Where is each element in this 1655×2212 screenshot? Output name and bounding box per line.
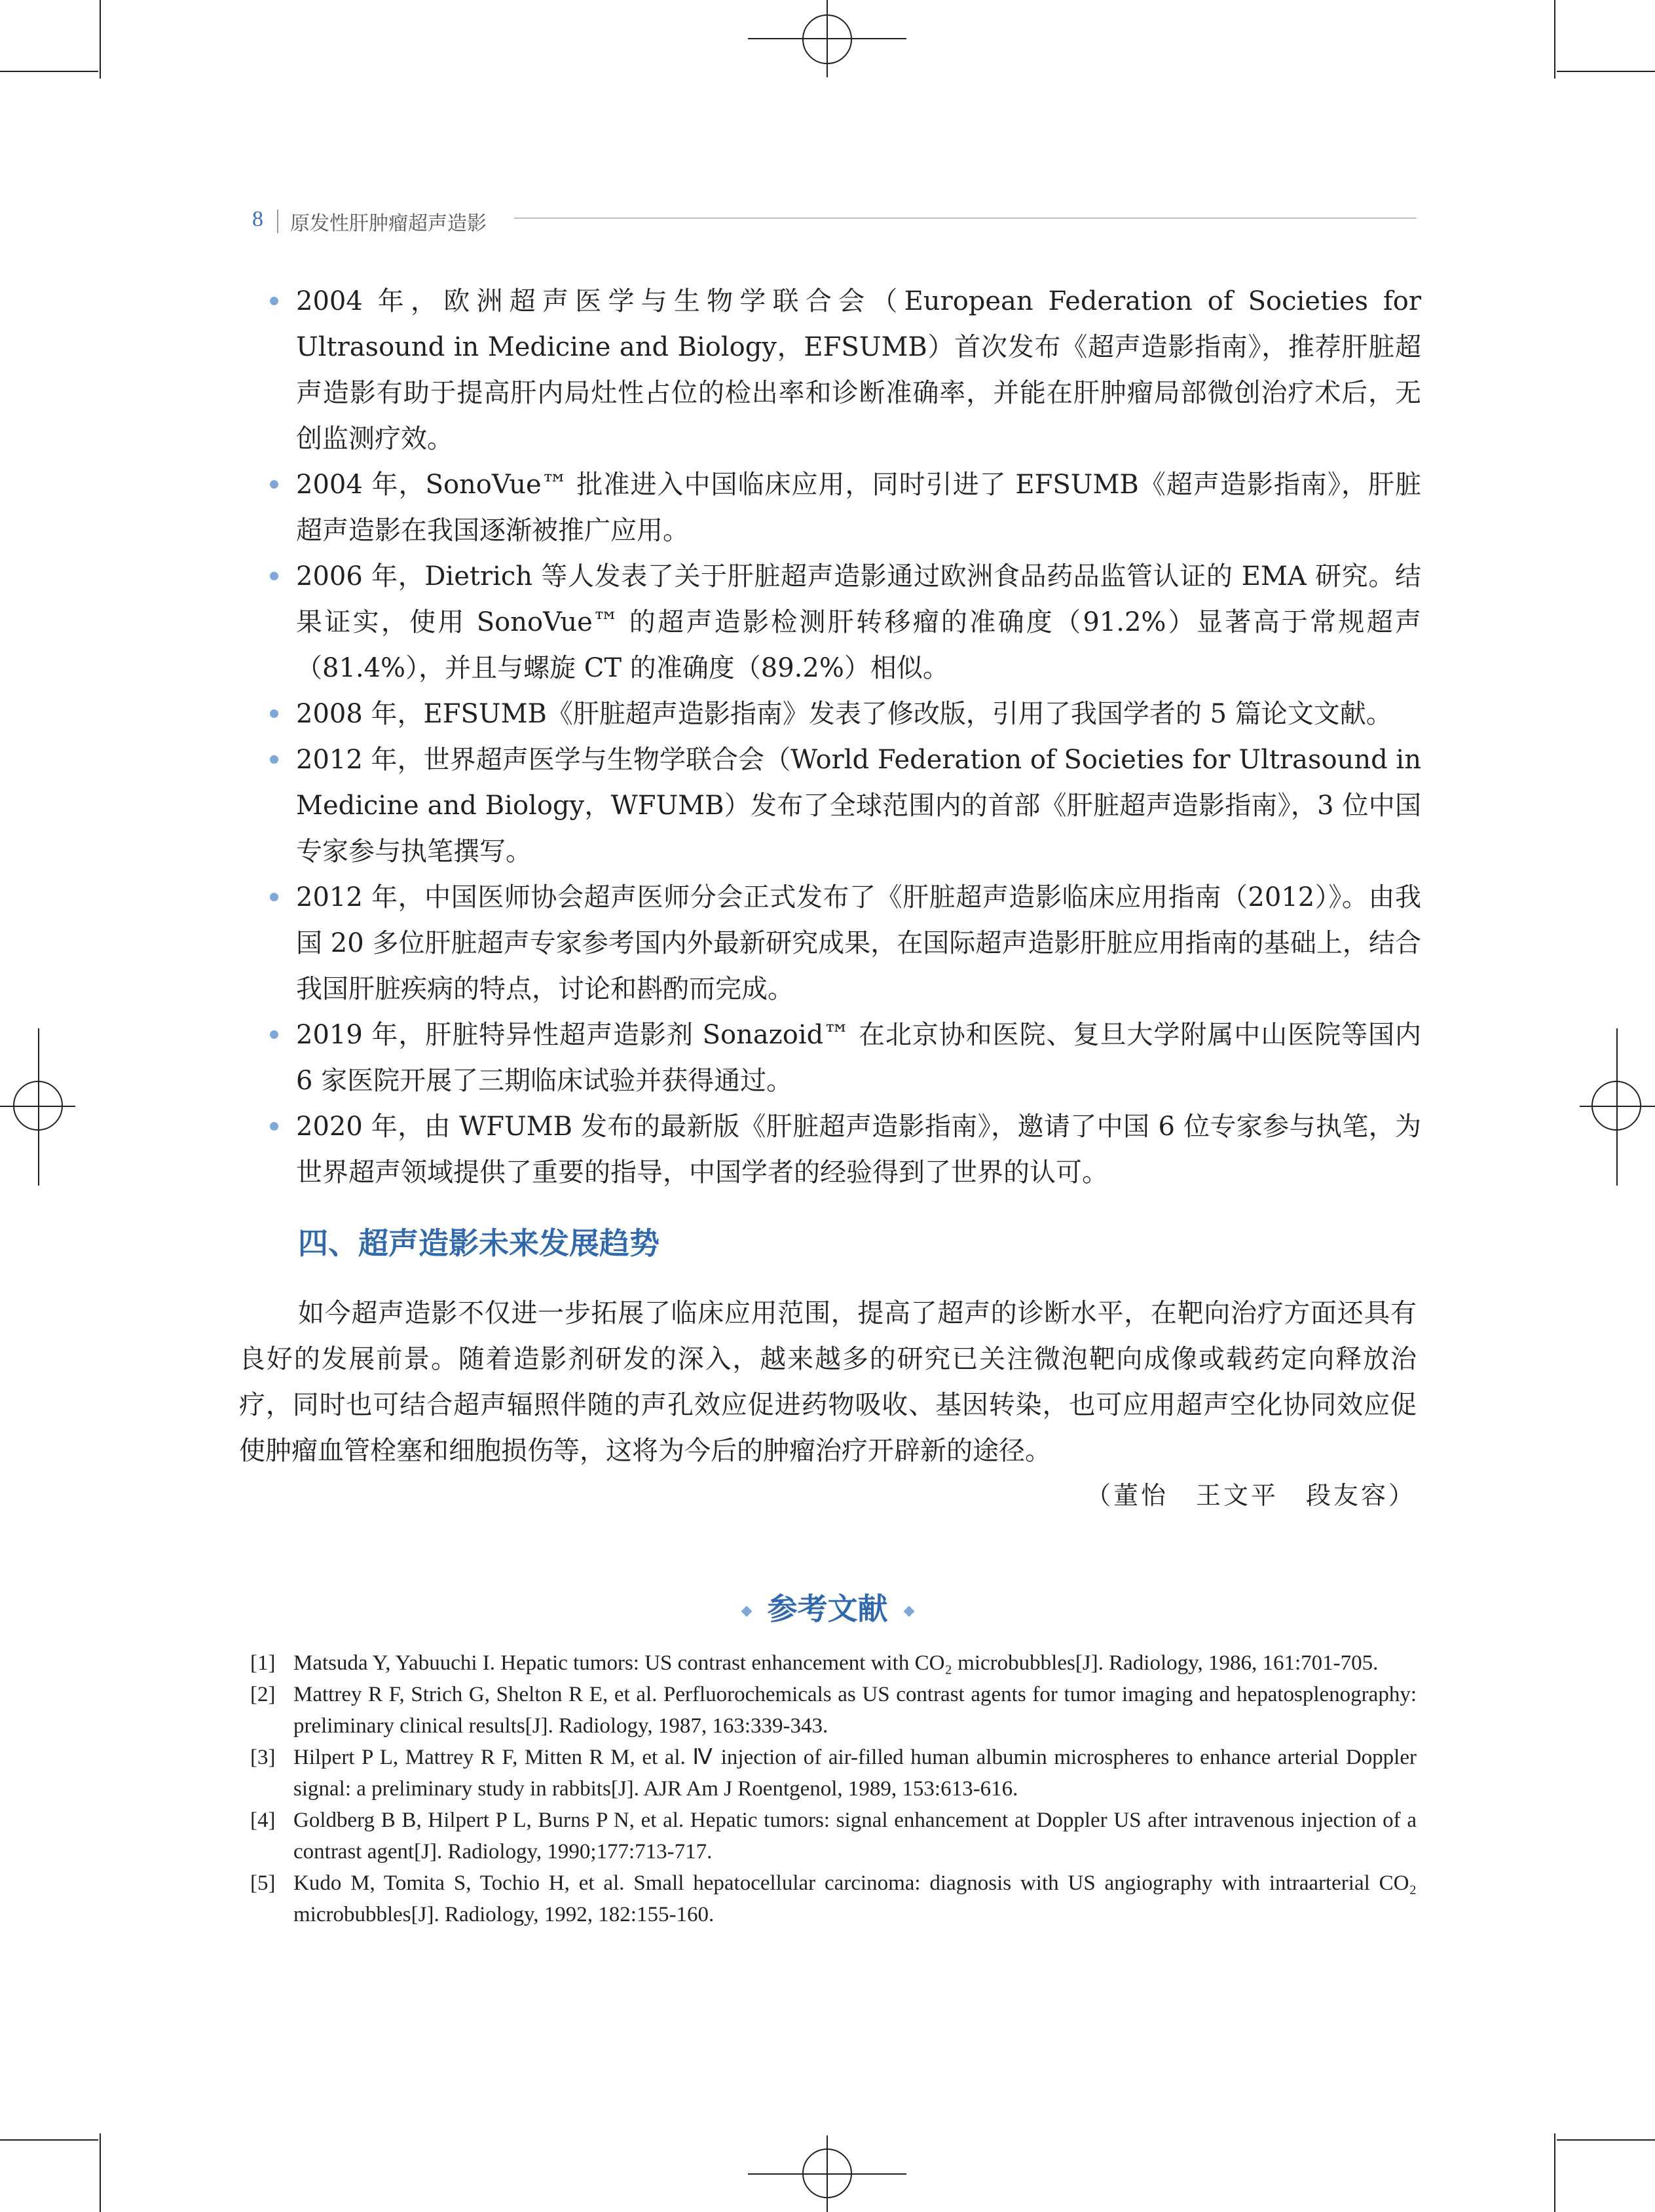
page-number: 8	[252, 207, 263, 231]
list-item: 2004 年，欧洲超声医学与生物学联合会（European Federation of Societies for Ultrasound in Medicine and Biology，EFSUMB）首次发布《超声造影指南》，推荐肝脏超声造影有助于提高肝内局灶性占位的检出率和诊断准确率，并能在肝肿瘤局部微创治疗术后，无创监测疗效。	[269, 278, 1421, 462]
diamond-icon	[741, 1606, 752, 1617]
bullet-dot-icon	[270, 709, 278, 718]
reference-item: [4] Goldberg B B, Hilpert P L, Burns P N, et al. Hepatic tumors: signal enhancement at Doppler US after intravenous injection of a contrast agent[J]. Radiology, 1990;177:713-717.	[250, 1809, 1417, 1864]
running-head-rule	[514, 217, 1417, 219]
reference-item: [2] Mattrey R F, Strich G, Shelton R E, et al. Perfluorochemicals as US contrast agents for tumor imaging and hepatosplenography: preliminary clinical results[J]. Radiology, 1987, 163:339-343.	[250, 1683, 1417, 1738]
bullet-dot-icon	[270, 297, 278, 305]
reference-item: [5] Kudo M, Tomita S, Tochio H, et al. Small hepatocellular carcinoma: diagnosis with US angiography with intraarterial CO₂ microbubbles[J]. Radiology, 1992, 182:155-160.	[250, 1871, 1417, 1926]
crop-mark-bl-v	[100, 2133, 101, 2212]
section-paragraph: 如今超声造影不仅进一步拓展了临床应用范围，提高了超声的诊断水平，在靶向治疗方面还具有良好的发展前景。随着造影剂研发的深入，越来越多的研究已关注微泡靶向成像或载药定向释放治疗，同时也可结合超声辐照伴随的声孔效应促进药物吸收、基因转染，也可应用超声空化协同效应促使肿瘤血管栓塞和细胞损伤等，这将为今后的肿瘤治疗开辟新的途径。	[239, 1298, 1417, 1466]
list-item: 2012 年，中国医师协会超声医师分会正式发布了《肝脏超声造影临床应用指南（2012）》。由我国 20 多位肝脏超声专家参考国内外最新研究成果，在国际超声造影肝脏应用指南的基础上，结合我国肝脏疾病的特点，讨论和斟酌而完成。	[269, 874, 1421, 1012]
list-item: 2020 年，由 WFUMB 发布的最新版《肝脏超声造影指南》，邀请了中国 6 位专家参与执笔，为世界超声领域提供了重要的指导，中国学者的经验得到了世界的认可。	[269, 1104, 1421, 1195]
crop-mark-tl-h	[0, 71, 98, 72]
reference-list	[250, 1647, 1417, 1930]
diamond-icon	[903, 1606, 914, 1617]
reference-item: [1] Matsuda Y, Yabuuchi I. Hepatic tumors: US contrast enhancement with CO₂ microbubbles[J]. Radiology, 1986, 161:701-705.	[250, 1651, 1379, 1675]
list-item: 2006 年，Dietrich 等人发表了关于肝脏超声造影通过欧洲食品药品监管认证的 EMA 研究。结果证实，使用 SonoVue™ 的超声造影检测肝转移瘤的准确度（91.2%）显著高于常规超声（81.4%），并且与螺旋 CT 的准确度（89.2%）相似。	[269, 553, 1421, 691]
references-heading: 参考文献	[0, 1585, 1655, 1628]
running-head-title: 原发性肝肿瘤超声造影	[290, 212, 487, 235]
running-head	[239, 202, 1417, 238]
bullet-dot-icon	[270, 480, 278, 489]
crop-mark-tr-v	[1554, 0, 1555, 79]
section-heading: 四、超声造影未来发展趋势	[298, 1226, 660, 1261]
crop-mark-tl-v	[100, 0, 101, 79]
running-head-divider	[277, 210, 278, 233]
list-item: 2004 年，SonoVue™ 批准进入中国临床应用，同时引进了 EFSUMB《超声造影指南》，肝脏超声造影在我国逐渐被推广应用。	[269, 462, 1421, 553]
history-bullet-list	[269, 278, 1421, 1195]
reference-item: [3] Hilpert P L, Mattrey R F, Mitten R M, et al. Ⅳ injection of air-filled human albumin microspheres to enhance arterial Doppler signal: a preliminary study in rabbits[J]. AJR Am J Roentgenol, 1989, 153:613-616.	[250, 1746, 1417, 1801]
bullet-dot-icon	[270, 755, 278, 764]
crop-mark-br-v	[1554, 2133, 1555, 2212]
crop-mark-br-h	[1557, 2139, 1655, 2141]
list-item: 2012 年，世界超声医学与生物学联合会（World Federation of Societies for Ultrasound in Medicine and Biology，WFUMB）发布了全球范围内的首部《肝脏超声造影指南》，3 位中国专家参与执笔撰写。	[269, 737, 1421, 874]
crop-mark-tr-h	[1557, 71, 1655, 72]
list-item: 2019 年，肝脏特异性超声造影剂 Sonazoid™ 在北京协和医院、复旦大学附属中山医院等国内 6 家医院开展了三期临床试验并获得通过。	[269, 1012, 1421, 1104]
list-item: 2008 年，EFSUMB《肝脏超声造影指南》发表了修改版，引用了我国学者的 5 篇论文文献。	[269, 691, 1421, 737]
bullet-dot-icon	[270, 893, 278, 901]
bullet-dot-icon	[270, 1030, 278, 1039]
crop-mark-bl-h	[0, 2139, 98, 2141]
bullet-dot-icon	[270, 1122, 278, 1131]
bullet-dot-icon	[270, 572, 278, 580]
authors-line: （董怡 王文平 段友容）	[1085, 1481, 1416, 1510]
